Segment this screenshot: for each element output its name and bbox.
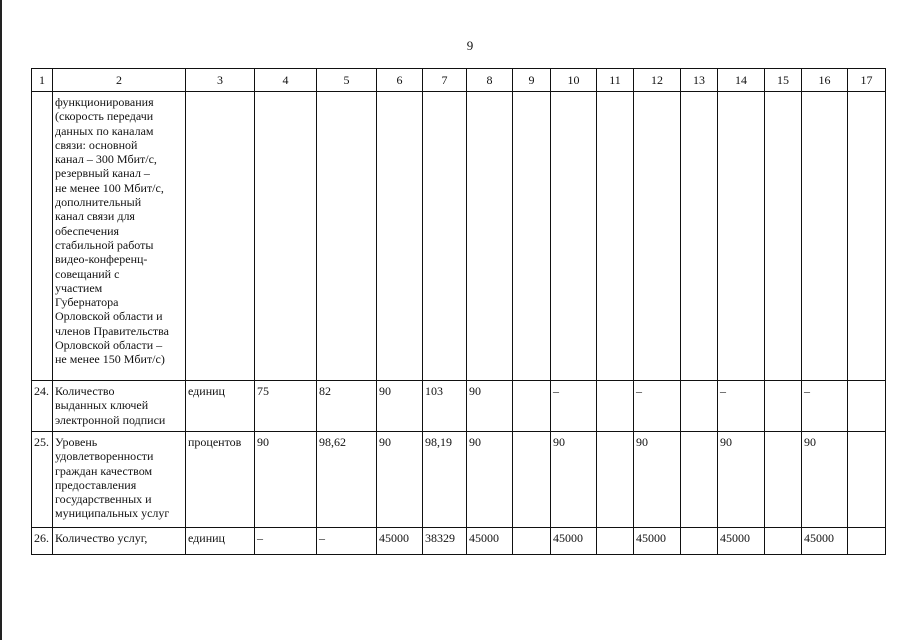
value-cell-col-16: 45000 xyxy=(802,528,848,555)
description-line: совещаний с xyxy=(55,266,120,281)
value-cell-col-17 xyxy=(848,381,886,432)
description-line: не менее 150 Мбит/с) xyxy=(55,352,165,367)
value-cell-col-8: 90 xyxy=(467,381,513,432)
description-line: предоставления xyxy=(55,477,137,492)
row-number-cell: 25. xyxy=(32,432,53,528)
value-cell-col-5: – xyxy=(317,528,377,555)
description-line: выданных ключей xyxy=(55,398,149,413)
description-line: Орловской области и xyxy=(55,309,163,324)
value-cell-col-4 xyxy=(255,92,317,381)
indicator-table xyxy=(31,68,886,555)
description-line: канал – 300 Мбит/с, xyxy=(55,152,157,167)
header-row xyxy=(32,69,886,92)
value-cell-col-17 xyxy=(848,92,886,381)
value-cell-col-16 xyxy=(802,92,848,381)
value-cell-col-5 xyxy=(317,92,377,381)
value-cell-col-5: 98,62 xyxy=(317,432,377,528)
description-line: канал связи для xyxy=(55,209,135,224)
description-line: государственных и xyxy=(55,492,152,507)
header-cell: 11 xyxy=(597,69,634,92)
description-line: данных по каналам xyxy=(55,123,154,138)
page-left-edge-line xyxy=(0,0,2,640)
value-cell-col-9 xyxy=(513,92,551,381)
value-cell-col-4: 90 xyxy=(255,432,317,528)
page-number: 9 xyxy=(466,38,474,53)
indicator-description-cell xyxy=(53,92,186,381)
indicator-description-cell xyxy=(53,432,186,528)
row-number-cell: 24. xyxy=(32,381,53,432)
description-line: резервный канал – xyxy=(55,166,150,181)
value-cell-col-6: 45000 xyxy=(377,528,423,555)
header-cell: 1 xyxy=(32,69,53,92)
unit-cell xyxy=(186,92,255,381)
value-cell-col-12: 45000 xyxy=(634,528,681,555)
description-line: участием xyxy=(55,280,103,295)
value-cell-col-13 xyxy=(681,92,718,381)
value-cell-col-8 xyxy=(467,92,513,381)
table-row xyxy=(32,381,886,432)
value-cell-col-17 xyxy=(848,432,886,528)
value-cell-col-11 xyxy=(597,92,634,381)
header-cell: 12 xyxy=(634,69,681,92)
value-cell-col-6: 90 xyxy=(377,432,423,528)
value-cell-col-7: 38329 xyxy=(423,528,467,555)
description-line: дополнительный xyxy=(55,195,142,210)
table-row xyxy=(32,432,886,528)
description-line: связи: основной xyxy=(55,137,138,152)
indicator-description-cell xyxy=(53,381,186,432)
description-line: обеспечения xyxy=(55,223,120,238)
value-cell-col-6 xyxy=(377,92,423,381)
value-cell-col-12: – xyxy=(634,381,681,432)
value-cell-col-5: 82 xyxy=(317,381,377,432)
description-line: электронной подписи xyxy=(55,412,166,427)
value-cell-col-15 xyxy=(765,381,802,432)
header-cell: 4 xyxy=(255,69,317,92)
description-line: видео-конференц- xyxy=(55,252,148,267)
description-line: (скорость передачи xyxy=(55,109,154,124)
value-cell-col-15 xyxy=(765,528,802,555)
value-cell-col-4: 75 xyxy=(255,381,317,432)
value-cell-col-9 xyxy=(513,432,551,528)
row-number-cell: 26. xyxy=(32,528,53,555)
description-line: удовлетворенности xyxy=(55,449,154,464)
value-cell-col-9 xyxy=(513,528,551,555)
value-cell-col-11 xyxy=(597,381,634,432)
value-cell-col-8: 45000 xyxy=(467,528,513,555)
table-row xyxy=(32,92,886,381)
description-line: функционирования xyxy=(55,95,154,109)
value-cell-col-15 xyxy=(765,92,802,381)
description-line: членов Правительства xyxy=(55,323,169,338)
value-cell-col-16: – xyxy=(802,381,848,432)
row-number-cell xyxy=(32,92,53,381)
header-cell: 16 xyxy=(802,69,848,92)
value-cell-col-13 xyxy=(681,528,718,555)
value-cell-col-9 xyxy=(513,381,551,432)
unit-cell: процентов xyxy=(186,432,255,528)
value-cell-col-7 xyxy=(423,92,467,381)
header-cell: 8 xyxy=(467,69,513,92)
description-line: не менее 100 Мбит/с, xyxy=(55,180,164,195)
header-cell: 9 xyxy=(513,69,551,92)
header-cell: 13 xyxy=(681,69,718,92)
indicator-description-cell xyxy=(53,528,186,555)
description-line: граждан качеством xyxy=(55,463,153,478)
value-cell-col-14: 90 xyxy=(718,432,765,528)
value-cell-col-11 xyxy=(597,528,634,555)
value-cell-col-10: – xyxy=(551,381,597,432)
value-cell-col-13 xyxy=(681,381,718,432)
unit-cell: единиц xyxy=(186,381,255,432)
description-line: стабильной работы xyxy=(55,237,154,252)
unit-cell: единиц xyxy=(186,528,255,555)
header-cell: 15 xyxy=(765,69,802,92)
value-cell-col-10: 45000 xyxy=(551,528,597,555)
value-cell-col-8: 90 xyxy=(467,432,513,528)
description-line: Орловской области – xyxy=(55,338,163,353)
header-cell: 3 xyxy=(186,69,255,92)
value-cell-col-10: 90 xyxy=(551,432,597,528)
value-cell-col-12 xyxy=(634,92,681,381)
value-cell-col-14 xyxy=(718,92,765,381)
value-cell-col-7: 98,19 xyxy=(423,432,467,528)
value-cell-col-11 xyxy=(597,432,634,528)
value-cell-col-6: 90 xyxy=(377,381,423,432)
value-cell-col-12: 90 xyxy=(634,432,681,528)
description-line: Количество услуг, xyxy=(55,531,148,545)
value-cell-col-16: 90 xyxy=(802,432,848,528)
value-cell-col-10 xyxy=(551,92,597,381)
description-line: Уровень xyxy=(55,435,98,449)
value-cell-col-4: – xyxy=(255,528,317,555)
value-cell-col-17 xyxy=(848,528,886,555)
description-line: Количество xyxy=(55,384,115,398)
description-line: Губернатора xyxy=(55,295,119,310)
value-cell-col-14: 45000 xyxy=(718,528,765,555)
table-row xyxy=(32,528,886,555)
header-cell: 10 xyxy=(551,69,597,92)
header-cell: 2 xyxy=(53,69,186,92)
header-cell: 6 xyxy=(377,69,423,92)
header-cell: 7 xyxy=(423,69,467,92)
value-cell-col-14: – xyxy=(718,381,765,432)
value-cell-col-7: 103 xyxy=(423,381,467,432)
description-line: муниципальных услуг xyxy=(55,506,170,521)
header-cell: 5 xyxy=(317,69,377,92)
header-cell: 17 xyxy=(848,69,886,92)
value-cell-col-13 xyxy=(681,432,718,528)
value-cell-col-15 xyxy=(765,432,802,528)
header-cell: 14 xyxy=(718,69,765,92)
